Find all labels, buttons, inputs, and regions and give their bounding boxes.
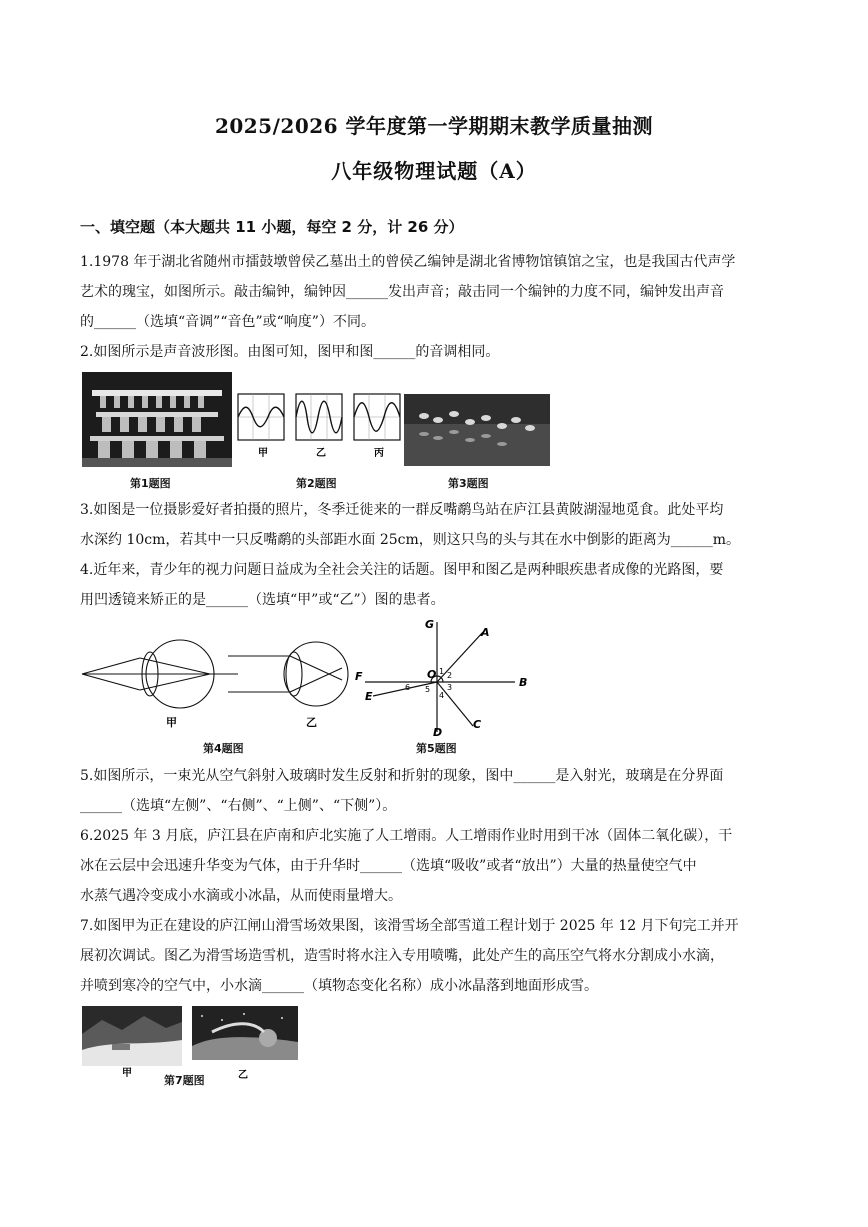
question-6-line-1: 6.2025 年 3 月底，庐江县在庐南和庐北实施了人工增雨。人工增雨作业时用到干冰（固体二氧化碳），干 [80, 828, 733, 844]
point-label-f: F [355, 670, 363, 683]
point-label-c: C [473, 718, 482, 731]
question-1-line-2: 艺术的瑰宝，如图所示。敲击编钟，编钟因______发出声音；敲击同一个编钟的力度不同，编钟发出声音 [80, 284, 724, 300]
angle-label-2: 2 [447, 671, 453, 680]
snow-machine-illustration [192, 1006, 298, 1060]
figure-5-caption: 第5题图 [416, 742, 457, 755]
ray-oc [437, 682, 473, 726]
point-label-a: A [481, 626, 490, 639]
figure-7-caption: 第7题图 [164, 1074, 205, 1087]
eye-light-path-diagrams [80, 636, 350, 736]
snow-label-yi: 乙 [238, 1070, 248, 1081]
question-6-line-3: 水蒸气遇冷变成小水滴或小冰晶，从而使雨量增大。 [80, 888, 402, 904]
question-1-line-1: 1.1978 年于湖北省随州市擂鼓墩曾侯乙墓出土的曾侯乙编钟是湖北省博物馆镇馆之宝，也是我国古代声学 [80, 254, 736, 270]
point-label-d: D [433, 726, 443, 738]
question-4-line-1: 4.近年来，青少年的视力问题日益成为全社会关注的话题。图甲和图乙是两种眼疾患者成像的光路图，要 [80, 562, 724, 578]
question-7-line-2: 展初次调试。图乙为滑雪场造雪机，造雪时将水注入专用喷嘴，此处产生的高压空气将水分割成小水滴， [80, 948, 724, 964]
question-4-line-2: 用凹透镜来矫正的是______（选填“甲”或“乙”）图的患者。 [80, 592, 445, 608]
snow-machine-photo [192, 1006, 298, 1060]
exam-title: 2025/2026 学年度第一学期期末教学质量抽测 [214, 114, 654, 138]
wetland-birds-illustration [404, 394, 550, 466]
wave-label-bing: 丙 [374, 448, 384, 459]
angle-label-4: 4 [439, 691, 445, 700]
bianzhong-illustration [82, 372, 232, 467]
point-label-e: E [365, 690, 373, 703]
angle-label-3: 3 [447, 683, 453, 692]
question-3-line-2: 水深约 10cm，若其中一只反嘴鹬的头部距水面 25cm，则这只鸟的头与其在水中倒影的距离为______m。 [80, 532, 741, 548]
question-2: 2.如图所示是声音波形图。由图可知，图甲和图______的音调相同。 [80, 344, 500, 360]
question-3-line-1: 3.如图是一位摄影爱好者拍摄的照片，冬季迁徙来的一群反嘴鹬鸟站在庐江县黄陂湖湿地觅食。此处平均 [80, 502, 724, 518]
angle-label-5: 5 [425, 685, 431, 694]
wetland-birds-photo [404, 394, 550, 466]
question-1-line-3: 的______（选填“音调”“音色”或“响度”）不同。 [80, 314, 375, 330]
eye-lens-yi [286, 652, 302, 696]
question-5-line-1: 5.如图所示，一束光从空气斜射入玻璃时发生反射和折射的现象，图中______是入射光，玻璃是在分界面 [80, 768, 724, 784]
point-label-b: B [519, 676, 528, 689]
eye-label-jia: 甲 [166, 716, 177, 729]
reflection-refraction-diagram [355, 614, 535, 738]
figure-1-caption: 第1题图 [130, 477, 171, 490]
point-label-o: O [427, 668, 437, 681]
exam-subtitle: 八年级物理试题（A） [331, 159, 537, 183]
figure-2-caption: 第2题图 [296, 477, 337, 490]
ski-resort-illustration [82, 1006, 182, 1066]
question-7-line-3: 并喷到寒冷的空气中，小水滴______（填物态变化名称）成小冰晶落到地面形成雪。 [80, 978, 598, 994]
section-heading: 一、填空题（本大题共 11 小题，每空 2 分，计 26 分） [80, 218, 464, 236]
wave-label-jia: 甲 [258, 448, 268, 459]
bianzhong-photo [82, 372, 232, 467]
angle-label-1: 1 [439, 667, 445, 676]
figure-4-caption: 第4题图 [203, 742, 244, 755]
snow-label-jia: 甲 [122, 1068, 132, 1079]
question-6-line-2: 冰在云层中会迅速升华变为气体，由于升华时______（选填“吸收”或者“放出”）大量的热量使空气中 [80, 858, 697, 874]
figure-3-caption: 第3题图 [448, 477, 489, 490]
question-5-line-2: ______（选填“左侧”、“右侧”、“上侧”、“下侧”）。 [80, 798, 397, 814]
wave-label-yi: 乙 [316, 448, 326, 459]
angle-label-6: 6 [405, 683, 411, 692]
ski-resort-photo [82, 1006, 182, 1066]
point-label-g: G [425, 618, 435, 631]
question-7-line-1: 7.如图甲为正在建设的庐江闸山滑雪场效果图，该滑雪场全部雪道工程计划于 2025 年 12 月下旬完工并开 [80, 918, 739, 934]
sound-waveforms [236, 392, 402, 462]
eye-label-yi: 乙 [306, 716, 317, 729]
